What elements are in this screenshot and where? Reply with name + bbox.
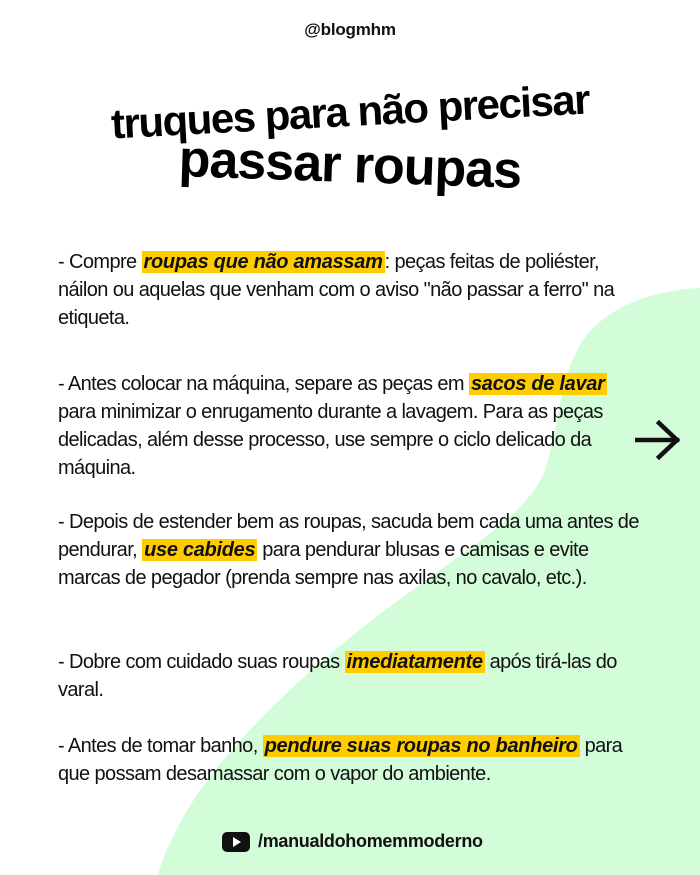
tip-text: após tirá-las do varal.: [58, 651, 617, 701]
footer-channel-link[interactable]: [222, 831, 483, 852]
tip-text: - Dobre com cuidado suas roupas: [58, 651, 345, 673]
tip-text: : peças feitas de poliéster, náilon ou aquelas que venham com o aviso "não passar a ferro" na etiqueta.: [58, 251, 615, 329]
tip-item: [58, 732, 648, 788]
tip-text: para minimizar o enrugamento durante a lavagem. Para as peças delicadas, além desse processo, use sempre o ciclo delicado da máquina.: [58, 401, 603, 479]
tip-highlight: pendure suas roupas no banheiro: [264, 735, 578, 757]
account-handle: @blogmhm: [304, 20, 396, 39]
tip-text: - Antes de tomar banho,: [58, 735, 263, 757]
tip-highlight: sacos de lavar: [470, 373, 605, 395]
page-title-line-1: truques para não precisar: [109, 75, 591, 148]
tip-highlight: roupas que não amassam: [143, 251, 383, 273]
youtube-icon: [222, 832, 250, 852]
tip-text: para que possam desamassar com o vapor do ambiente.: [58, 735, 623, 785]
page-title-line-2: passar roupas: [177, 130, 523, 200]
tip-item: [58, 370, 648, 482]
arrow-right-icon[interactable]: [635, 420, 681, 460]
tip-text: - Compre: [58, 251, 142, 273]
tip-highlight: imediatamente: [346, 651, 483, 673]
tip-text: - Depois de estender bem as roupas, sacuda bem cada uma antes de pendurar,: [58, 511, 639, 561]
tip-item: [58, 648, 648, 704]
channel-name: /manualdohomemmoderno: [258, 831, 483, 851]
tip-item: [58, 248, 648, 332]
tip-highlight: use cabides: [144, 539, 256, 561]
tip-text: - Antes colocar na máquina, separe as peças em: [58, 373, 469, 395]
tip-item: [58, 508, 648, 592]
tip-text: para pendurar blusas e camisas e evite marcas de pegador (prenda sempre nas axilas, no cavalo, etc.).: [58, 539, 589, 589]
